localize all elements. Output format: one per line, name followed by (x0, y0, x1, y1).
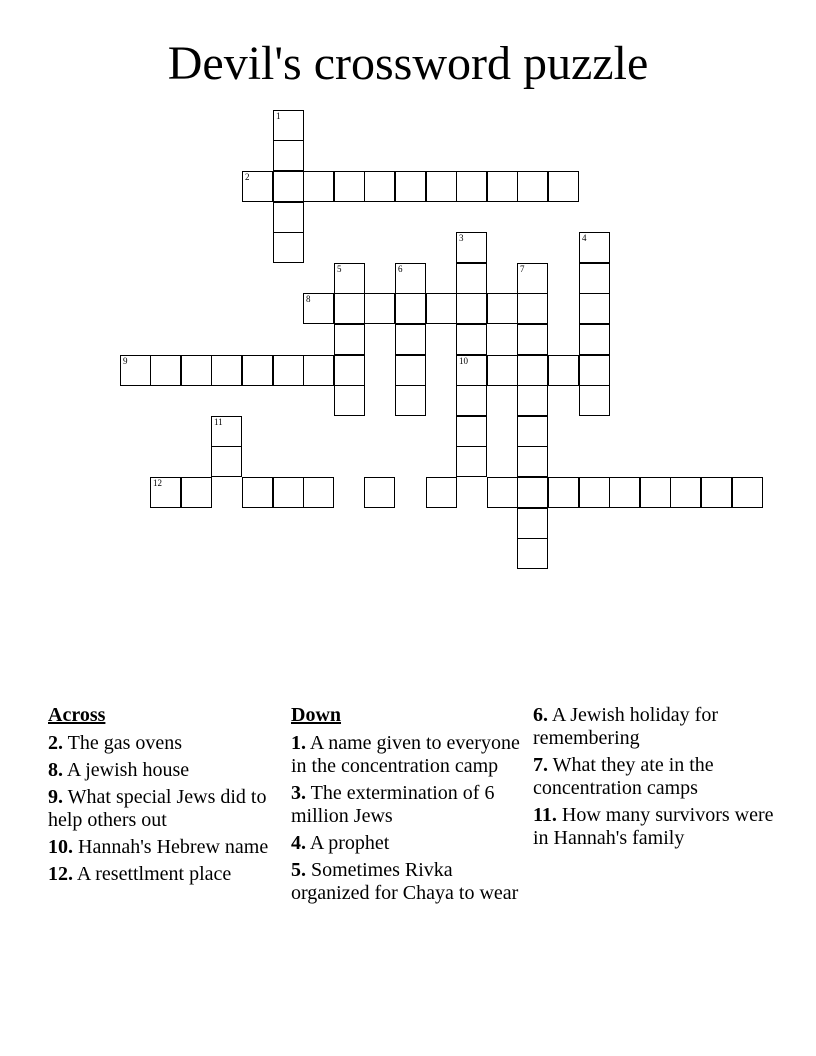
clue-number: 1. (291, 732, 306, 754)
grid-cell[interactable] (211, 416, 242, 447)
clue-number: 6. (533, 704, 548, 726)
clue-across-12 (48, 863, 273, 886)
grid-cell[interactable] (334, 355, 365, 386)
clue-text: What special Jews did to help others out (48, 786, 267, 831)
cell-number: 10 (459, 356, 468, 366)
clue-down-7 (533, 754, 793, 800)
clue-down-6 (533, 704, 793, 750)
grid-cell[interactable] (517, 477, 548, 508)
grid-cell[interactable] (579, 232, 610, 263)
cell-number: 9 (123, 356, 128, 366)
grid-cell[interactable] (517, 508, 548, 539)
cell-number: 11 (214, 417, 223, 427)
grid-cell[interactable] (517, 446, 548, 477)
cell-number: 12 (153, 478, 162, 488)
cell-number: 8 (306, 294, 311, 304)
grid-cell[interactable] (517, 324, 548, 355)
grid-cell[interactable] (273, 110, 304, 141)
grid-cell[interactable] (334, 171, 365, 202)
grid-cell[interactable] (395, 171, 426, 202)
grid-cell[interactable] (181, 477, 212, 508)
grid-cell[interactable] (273, 355, 304, 386)
grid-cell[interactable] (303, 355, 334, 386)
clue-number: 9. (48, 786, 63, 808)
clue-across-9 (48, 786, 273, 832)
clue-down-3 (291, 782, 523, 828)
grid-cell[interactable] (426, 477, 457, 508)
grid-cell[interactable] (579, 293, 610, 324)
grid-cell[interactable] (364, 171, 395, 202)
grid-cell[interactable] (364, 293, 395, 324)
grid-cell[interactable] (548, 171, 579, 202)
across-heading: Across (48, 704, 106, 726)
cell-number: 1 (276, 111, 281, 121)
grid-cell[interactable] (364, 477, 395, 508)
clue-number: 8. (48, 759, 63, 781)
grid-cell[interactable] (334, 324, 365, 355)
clue-down-4 (291, 832, 523, 855)
grid-cell[interactable] (456, 232, 487, 263)
grid-cell[interactable] (120, 355, 151, 386)
grid-cell[interactable] (181, 355, 212, 386)
grid-cell[interactable] (640, 477, 671, 508)
grid-cell[interactable] (732, 477, 763, 508)
grid-cell[interactable] (273, 140, 304, 171)
grid-cell[interactable] (303, 293, 334, 324)
grid-cell[interactable] (517, 263, 548, 294)
clue-text: The extermination of 6 million Jews (291, 782, 495, 827)
grid-cell[interactable] (426, 171, 457, 202)
clue-text: Hannah's Hebrew name (78, 836, 269, 858)
grid-cell[interactable] (517, 171, 548, 202)
grid-cell[interactable] (334, 293, 365, 324)
down-clues-continued (533, 704, 793, 854)
across-clues (48, 704, 273, 890)
grid-cell[interactable] (242, 477, 273, 508)
grid-cell[interactable] (487, 171, 518, 202)
grid-cell[interactable] (456, 171, 487, 202)
clue-number: 10. (48, 836, 73, 858)
grid-cell[interactable] (701, 477, 732, 508)
grid-cell[interactable] (579, 355, 610, 386)
clue-down-11 (533, 804, 793, 850)
clue-text: A Jewish holiday for remembering (533, 704, 718, 749)
grid-cell[interactable] (242, 355, 273, 386)
grid-cell[interactable] (487, 293, 518, 324)
grid-cell[interactable] (150, 477, 181, 508)
grid-cell[interactable] (395, 263, 426, 294)
clue-down-5 (291, 859, 523, 905)
clue-number: 11. (533, 804, 557, 826)
grid-cell[interactable] (242, 171, 273, 202)
grid-cell[interactable] (426, 293, 457, 324)
clue-text: A jewish house (66, 759, 190, 781)
cell-number: 3 (459, 233, 464, 243)
down-heading: Down (291, 704, 342, 726)
grid-cell[interactable] (273, 232, 304, 263)
grid-cell[interactable] (487, 355, 518, 386)
grid-cell[interactable] (456, 324, 487, 355)
clue-number: 2. (48, 732, 63, 754)
grid-cell[interactable] (334, 385, 365, 416)
clue-text: A resettlment place (76, 863, 232, 885)
grid-cell[interactable] (456, 293, 487, 324)
grid-cell[interactable] (517, 416, 548, 447)
grid-cell[interactable] (517, 293, 548, 324)
grid-cell[interactable] (456, 385, 487, 416)
grid-cell[interactable] (456, 355, 487, 386)
clue-across-2 (48, 732, 273, 755)
grid-cell[interactable] (670, 477, 701, 508)
grid-cell[interactable] (517, 538, 548, 569)
page-title: Devil's crossword puzzle (167, 37, 649, 90)
grid-cell[interactable] (303, 477, 334, 508)
cell-number: 5 (337, 264, 342, 274)
grid-cell[interactable] (579, 324, 610, 355)
clue-text: What they ate in the concentration camps (533, 754, 714, 799)
clue-down-1 (291, 732, 523, 778)
clue-text: How many survivors were in Hannah's family (533, 804, 774, 849)
clue-number: 4. (291, 832, 306, 854)
grid-cell[interactable] (456, 263, 487, 294)
grid-cell[interactable] (150, 355, 181, 386)
grid-cell[interactable] (273, 477, 304, 508)
grid-cell[interactable] (517, 355, 548, 386)
clue-across-8 (48, 759, 273, 782)
clue-text: A prophet (309, 832, 390, 854)
grid-cell[interactable] (303, 171, 334, 202)
grid-cell[interactable] (548, 355, 579, 386)
grid-cell[interactable] (579, 477, 610, 508)
clue-text: Sometimes Rivka organized for Chaya to wear (291, 859, 519, 904)
clue-text: A name given to everyone in the concentration camp (291, 732, 520, 777)
grid-cell[interactable] (395, 324, 426, 355)
grid-cell[interactable] (211, 446, 242, 477)
grid-cell[interactable] (579, 263, 610, 294)
grid-cell[interactable] (517, 385, 548, 416)
clue-text: The gas ovens (67, 732, 183, 754)
grid-cell[interactable] (579, 385, 610, 416)
cell-number: 7 (520, 264, 525, 274)
clue-number: 12. (48, 863, 73, 885)
grid-cell[interactable] (273, 202, 304, 233)
grid-cell[interactable] (395, 355, 426, 386)
grid-cell[interactable] (456, 416, 487, 447)
grid-cell[interactable] (487, 477, 518, 508)
clue-across-10 (48, 836, 273, 859)
grid-cell[interactable] (456, 446, 487, 477)
clue-number: 5. (291, 859, 306, 881)
grid-cell[interactable] (395, 293, 426, 324)
clue-number: 7. (533, 754, 548, 776)
grid-cell[interactable] (395, 385, 426, 416)
grid-cell[interactable] (334, 263, 365, 294)
cell-number: 6 (398, 264, 403, 274)
cell-number: 2 (245, 172, 250, 182)
clue-number: 3. (291, 782, 306, 804)
down-clues (291, 704, 523, 909)
grid-cell[interactable] (273, 171, 304, 202)
grid-cell[interactable] (548, 477, 579, 508)
grid-cell[interactable] (211, 355, 242, 386)
cell-number: 4 (582, 233, 587, 243)
grid-cell[interactable] (609, 477, 640, 508)
